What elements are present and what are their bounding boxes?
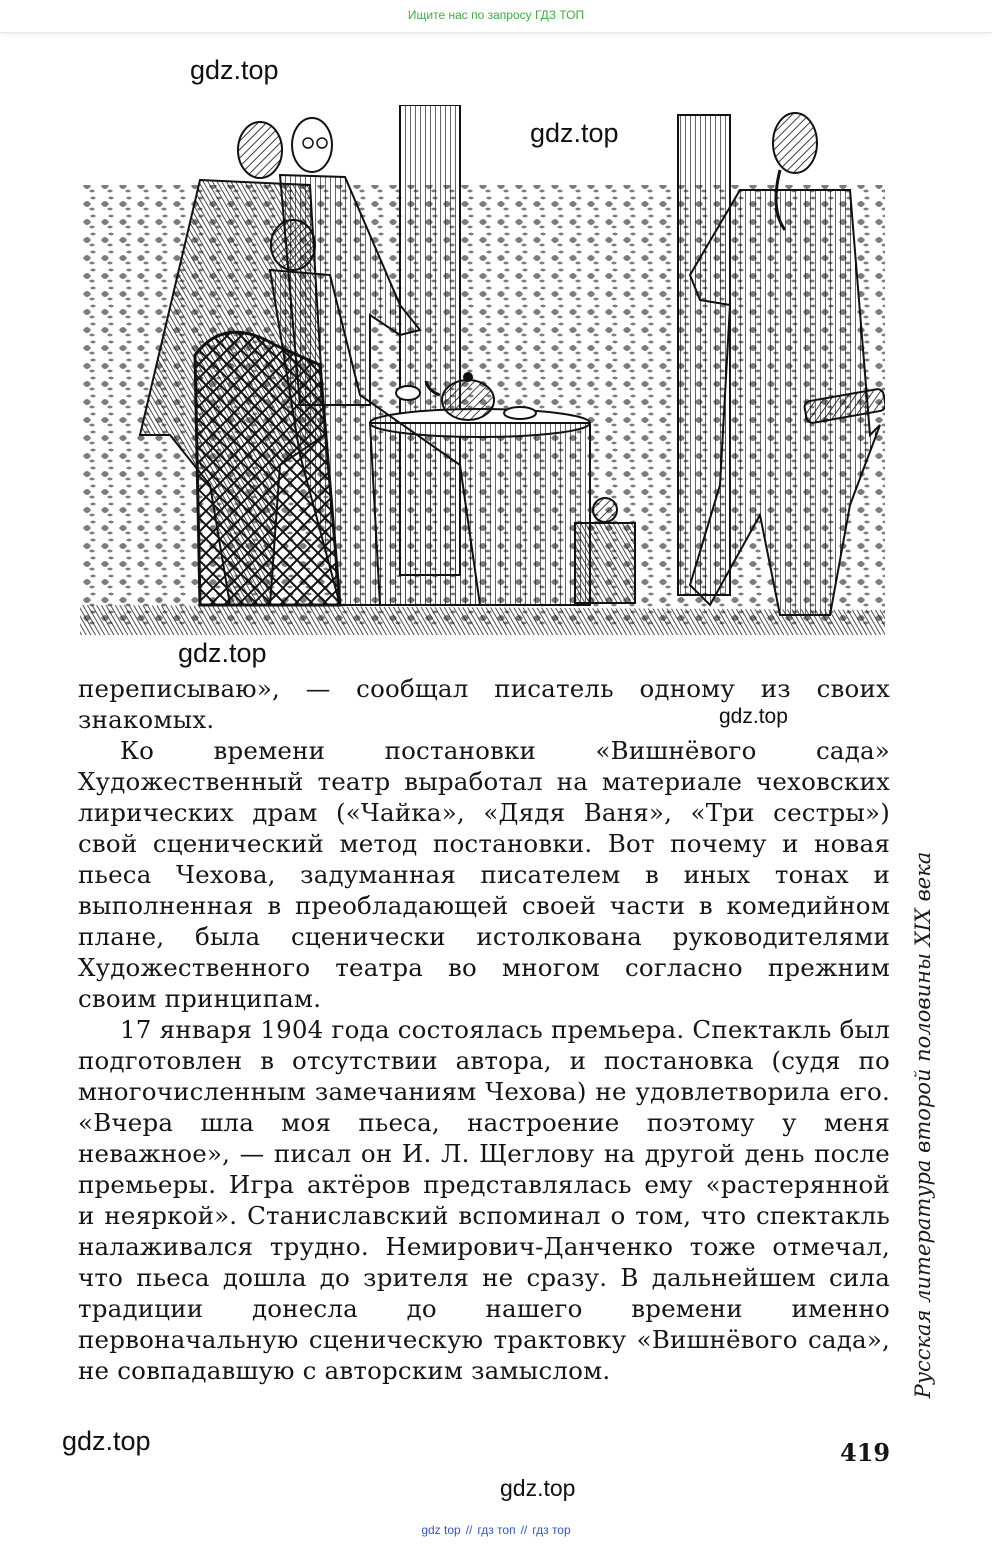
teapot [442, 380, 494, 420]
top-banner [0, 0, 992, 33]
ground [80, 605, 885, 635]
top-banner-text: Ищите нас по запросу ГДЗ ТОП [407, 8, 585, 22]
paragraph-premiere: 17 января 1904 года состоялась премьера. Спектакль был подготовлен в отсутствии автора, и постановка (судя по многочисленным замечаниям Чехова) не удовлетворила его. «Вчера шла моя пьеса, настроение поэтому у меня неважное», — писал он И. Л. Щеглову на другой день после премьеры. Игра актёров представлялась ему «растерянной и неяркой». Станиславский вспоминал о том, что спектакль налаживался трудно. Немирович-Данченко тоже отмечал, что пьеса дошла до зрителя не сразу. В дальнейшем сила традиции донесла до нашего времени именно первоначальную сценическую трактовку «Вишнёвого сада», не совпадавшую с авторским замыслом. [78, 1015, 890, 1385]
footer-link-gdz-top[interactable]: gdz top [421, 1523, 461, 1537]
footer-links [0, 1523, 992, 1537]
watermark-gdz-top: gdz.top [719, 705, 788, 728]
footer-link-gdz-tor[interactable]: гдз тор [532, 1523, 571, 1537]
paragraph-continuation: переписываю», — сообщал писатель одному из своих знакомых. [78, 674, 890, 734]
side-caption: Русская литература второй половины XIX века [911, 851, 935, 1399]
watermark-gdz-top: gdz.top [178, 638, 267, 668]
watermark-gdz-top: gdz.top [530, 118, 619, 148]
footer-link-gdz-top-ru[interactable]: гдз топ [477, 1523, 516, 1537]
footer-separator: // [520, 1523, 528, 1537]
main-text [78, 673, 890, 1386]
watermark-gdz-top: gdz.top [500, 1475, 576, 1501]
paragraph-staging: Ко времени постановки «Вишнёвого сада» Художественный театр выработал на материале чеховских лирических драм («Чайка», «Дядя Ваня», «Три сестры») свой сценический метод постановки. Вот почему и новая пьеса Чехова, задуманная писателем в иных тонах и выполненная в преобладающей своей части в комедийном плане, была сценически истолкована руководителями Художественного театра во многом согласно прежним своим принципам. [78, 736, 890, 1013]
book-illustration [80, 105, 885, 635]
wicker-chair [195, 332, 340, 605]
watermark-gdz-top: gdz.top [62, 1426, 151, 1456]
footer-separator: // [465, 1523, 473, 1537]
page-number: 419 [840, 1438, 891, 1467]
watermark-gdz-top: gdz.top [190, 55, 279, 85]
